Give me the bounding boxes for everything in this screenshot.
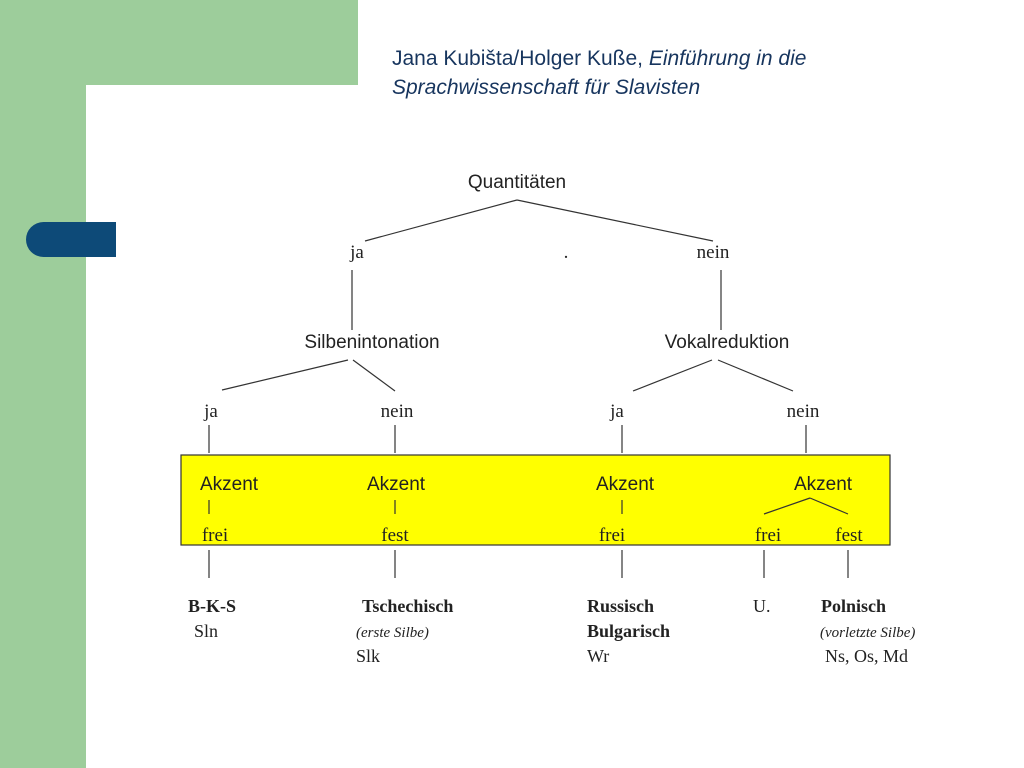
node-type-4b: fest bbox=[835, 525, 863, 546]
node-lr-nein: nein bbox=[380, 401, 414, 422]
edge-root-nein bbox=[517, 200, 713, 241]
node-silbenintonation: Silbenintonation bbox=[304, 332, 440, 353]
title-book: Einführung in die Sprachwissenschaft für Slavisten bbox=[392, 47, 807, 99]
lang-slk: Slk bbox=[356, 646, 381, 666]
node-akzent-2: Akzent bbox=[366, 474, 426, 495]
node-akzent-1: Akzent bbox=[199, 474, 259, 495]
lang-russisch: Russisch bbox=[587, 596, 655, 616]
lang-bks: B-K-S bbox=[188, 596, 237, 616]
edge-vokal-nein bbox=[718, 360, 793, 391]
node-quantitaeten: Quantitäten bbox=[467, 172, 567, 193]
lang-u: U. bbox=[753, 596, 771, 616]
node-akzent-3: Akzent bbox=[595, 474, 655, 495]
note-erste-silbe: (erste Silbe) bbox=[356, 625, 429, 641]
lang-wr: Wr bbox=[587, 646, 610, 666]
node-ll-ja: ja bbox=[204, 401, 218, 422]
akzent-highlight-box bbox=[181, 455, 890, 545]
node-rr-nein: nein bbox=[786, 401, 820, 422]
lang-tschechisch: Tschechisch bbox=[362, 596, 454, 616]
node-root-ja: ja bbox=[350, 242, 364, 263]
lang-bulgarisch: Bulgarisch bbox=[587, 621, 671, 641]
node-type-1: frei bbox=[201, 525, 229, 546]
edge-vokal-ja bbox=[633, 360, 712, 391]
node-type-2: fest bbox=[381, 525, 409, 546]
edge-root-ja bbox=[365, 200, 517, 241]
lang-ns-os-md: Ns, Os, Md bbox=[825, 646, 909, 666]
node-rl-ja: ja bbox=[610, 401, 624, 422]
lang-sln: Sln bbox=[194, 621, 219, 641]
node-type-4a: frei bbox=[754, 525, 782, 546]
node-akzent-4: Akzent bbox=[793, 474, 853, 495]
lang-polnisch: Polnisch bbox=[821, 596, 887, 616]
title-authors: Jana Kubišta/Holger Kuße, bbox=[392, 47, 649, 70]
node-root-nein: nein bbox=[696, 242, 730, 263]
node-type-3: frei bbox=[598, 525, 626, 546]
edge-silben-nein bbox=[353, 360, 395, 391]
node-vokalreduktion: Vokalreduktion bbox=[664, 332, 790, 353]
edge-silben-ja bbox=[222, 360, 348, 390]
node-dot: . bbox=[563, 242, 569, 263]
note-vorletzte-silbe: (vorletzte Silbe) bbox=[820, 625, 916, 641]
